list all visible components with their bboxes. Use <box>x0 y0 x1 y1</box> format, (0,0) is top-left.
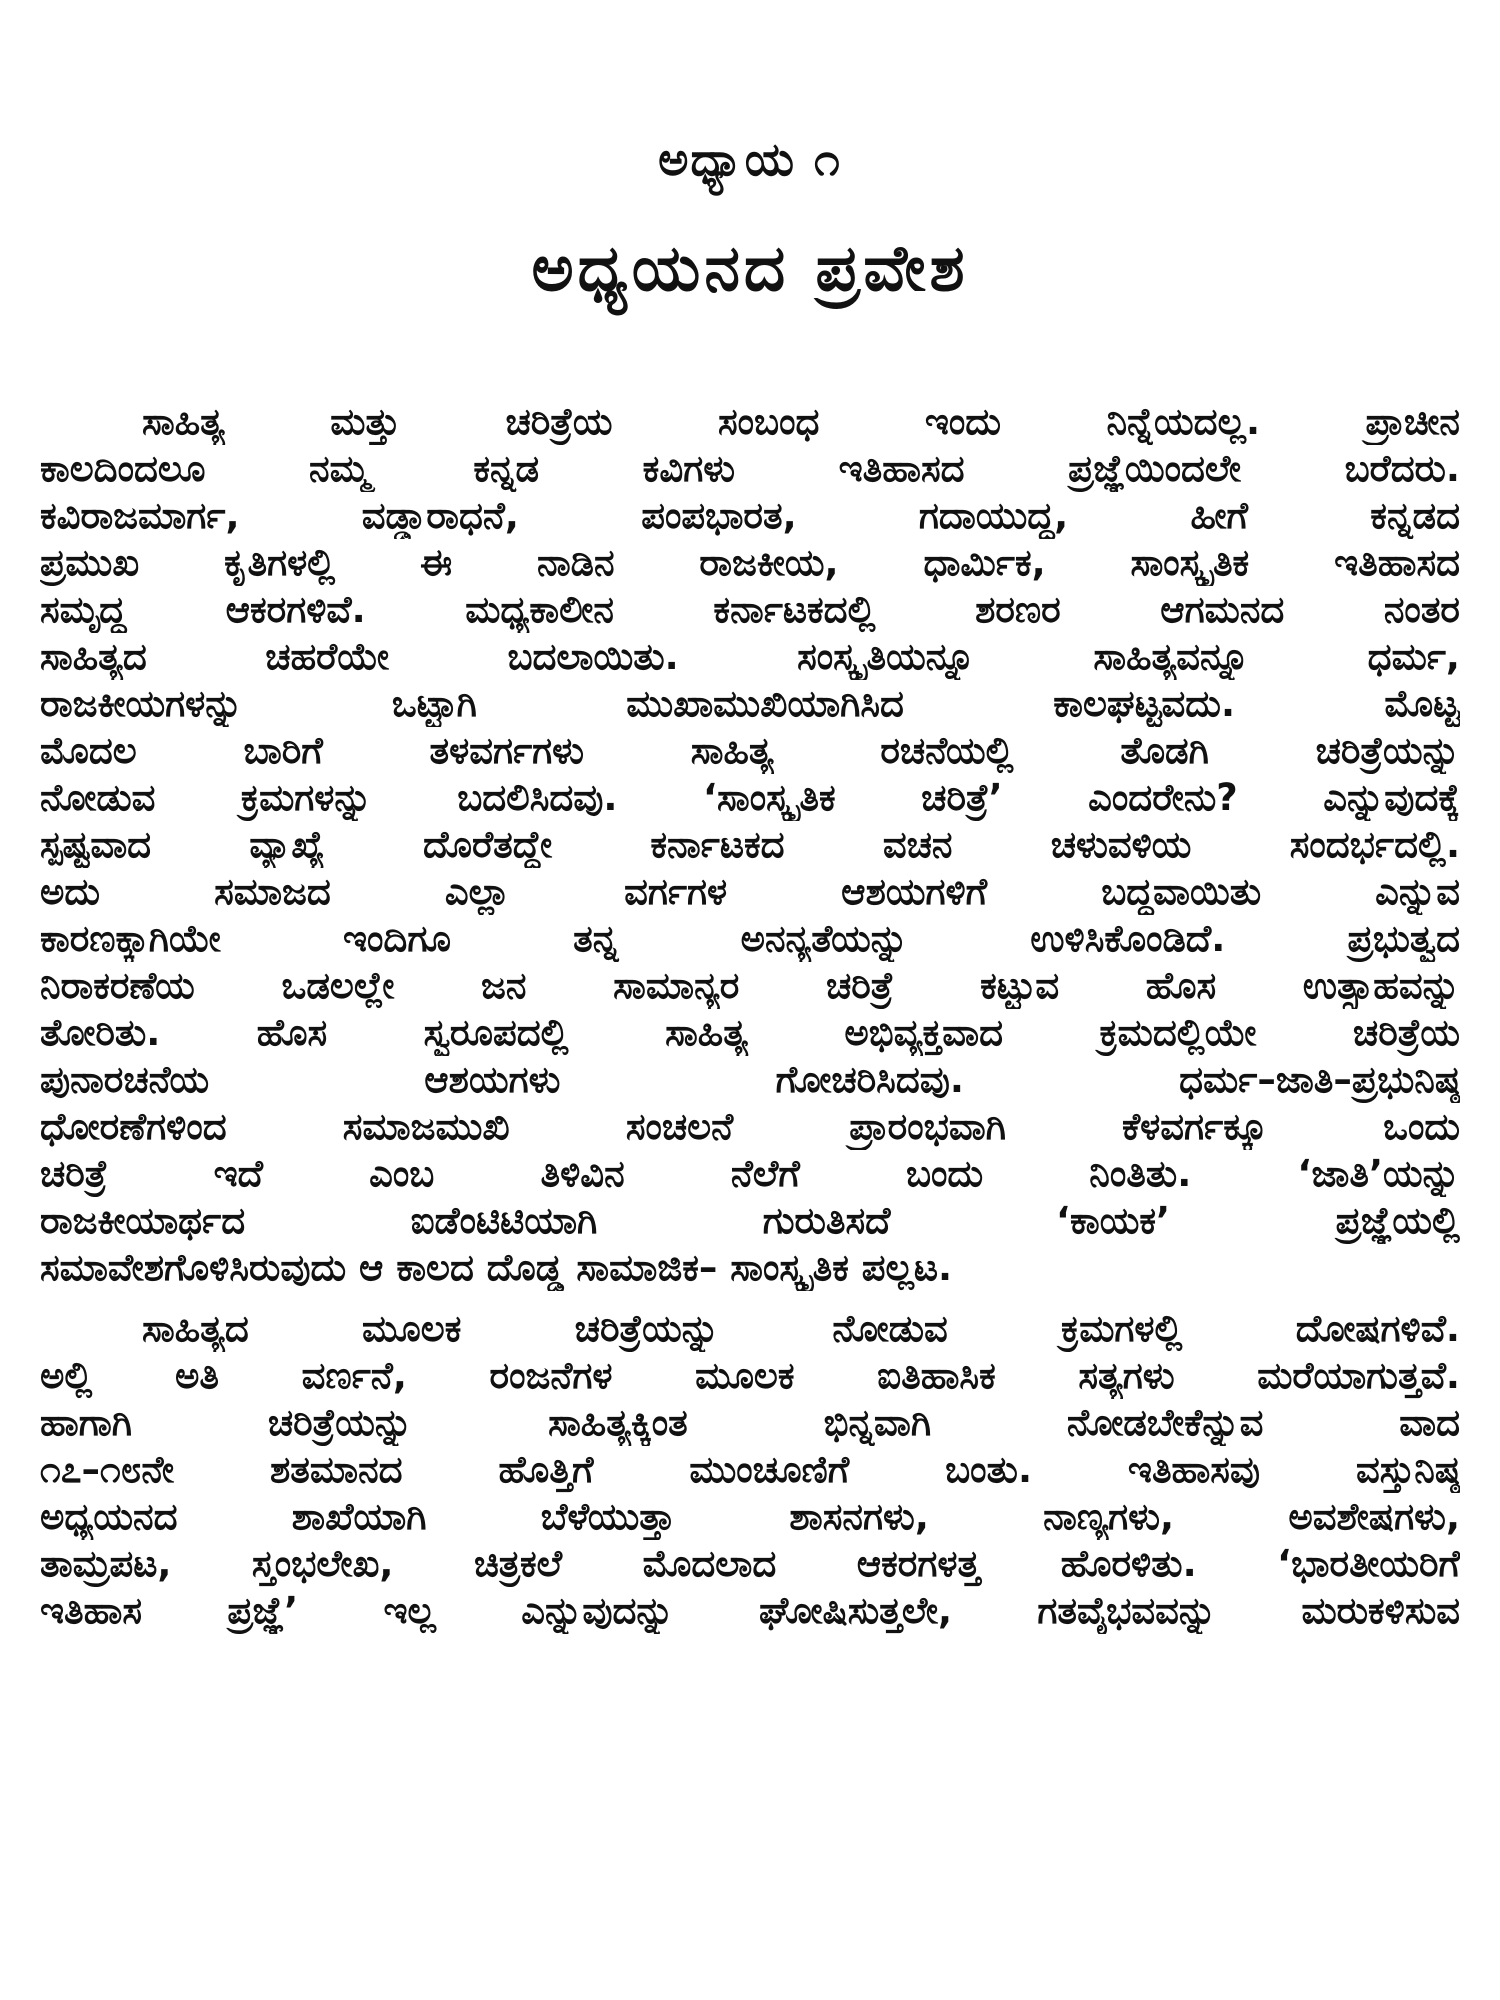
text-line: ಅಲ್ಲಿ ಅತಿ ವರ್ಣನೆ, ರಂಜನೆಗಳ ಮೂಲಕ ಐತಿಹಾಸಿಕ ಸತ್ಯಗಳು ಮರೆಯಾಗುತ್ತವೆ. <box>40 1354 1460 1397</box>
text-line: ತೋರಿತು. ಹೊಸ ಸ್ವರೂಪದಲ್ಲಿ ಸಾಹಿತ್ಯ ಅಭಿವ್ಯಕ್ತವಾದ ಕ್ರಮದಲ್ಲಿಯೇ ಚರಿತ್ರೆಯ <box>40 1011 1460 1054</box>
chapter-label: ಅಧ್ಯಾಯ ೧ <box>658 132 842 186</box>
chapter-title: ಅಧ್ಯಯನದ ಪ್ರವೇಶ <box>531 232 969 306</box>
text-line: ನಿರಾಕರಣೆಯ ಒಡಲಲ್ಲೇ ಜನ ಸಾಮಾನ್ಯರ ಚರಿತ್ರೆ ಕಟ್ಟುವ ಹೊಸ ಉತ್ಸಾಹವನ್ನು <box>40 964 1460 1007</box>
text-line: ಸಾಹಿತ್ಯದ ಚಹರೆಯೇ ಬದಲಾಯಿತು. ಸಂಸ್ಕೃತಿಯನ್ನೂ ಸಾಹಿತ್ಯವನ್ನೂ ಧರ್ಮ, <box>40 635 1460 678</box>
text-line: ಸ್ಪಷ್ಟವಾದ ವ್ಯಾಖ್ಯೆ ದೊರೆತದ್ದೇ ಕರ್ನಾಟಕದ ವಚನ ಚಳುವಳಿಯ ಸಂದರ್ಭದಲ್ಲಿ. <box>40 823 1460 866</box>
text-line: ನೋಡುವ ಕ್ರಮಗಳನ್ನು ಬದಲಿಸಿದವು. ‘ಸಾಂಸ್ಕೃತಿಕ ಚರಿತ್ರೆ’ ಎಂದರೇನು? ಎನ್ನುವುದಕ್ಕೆ <box>40 776 1460 819</box>
paragraph-gap <box>40 1291 1460 1305</box>
text-line: ಸಮೃದ್ಧ ಆಕರಗಳಿವೆ. ಮಧ್ಯಕಾಲೀನ ಕರ್ನಾಟಕದಲ್ಲಿ ಶರಣರ ಆಗಮನದ ನಂತರ <box>40 588 1460 631</box>
text-line: ಹಾಗಾಗಿ ಚರಿತ್ರೆಯನ್ನು ಸಾಹಿತ್ಯಕ್ಕಿಂತ ಭಿನ್ನವಾಗಿ ನೋಡಬೇಕೆನ್ನುವ ವಾದ <box>40 1401 1460 1444</box>
text-line: ಇತಿಹಾಸ ಪ್ರಜ್ಞೆ’ ಇಲ್ಲ ಎನ್ನುವುದನ್ನು ಘೋಷಿಸುತ್ತಲೇ, ಗತವೈಭವವನ್ನು ಮರುಕಳಿಸುವ <box>40 1589 1460 1632</box>
paragraph-2 <box>40 1305 1460 1634</box>
text-line: ಪುನಾರಚನೆಯ ಆಶಯಗಳು ಗೋಚರಿಸಿದವು. ಧರ್ಮ–ಜಾತಿ–ಪ್ರಭುನಿಷ್ಠ <box>40 1058 1460 1101</box>
body-text <box>40 398 1460 1634</box>
text-line: ತಾಮ್ರಪಟ, ಸ್ತಂಭಲೇಖ, ಚಿತ್ರಕಲೆ ಮೊದಲಾದ ಆಕರಗಳತ್ತ ಹೊರಳಿತು. ‘ಭಾರತೀಯರಿಗೆ <box>40 1542 1460 1585</box>
text-line: ಕಾರಣಕ್ಕಾಗಿಯೇ ಇಂದಿಗೂ ತನ್ನ ಅನನ್ಯತೆಯನ್ನು ಉಳಿಸಿಕೊಂಡಿದೆ. ಪ್ರಭುತ್ವದ <box>40 917 1460 960</box>
text-line: ಸಾಹಿತ್ಯದ ಮೂಲಕ ಚರಿತ್ರೆಯನ್ನು ನೋಡುವ ಕ್ರಮಗಳಲ್ಲಿ ದೋಷಗಳಿವೆ. <box>142 1307 1460 1350</box>
text-line: ಚರಿತ್ರೆ ಇದೆ ಎಂಬ ತಿಳಿವಿನ ನೆಲೆಗೆ ಬಂದು ನಿಂತಿತು. ‘ಜಾತಿ’ಯನ್ನು <box>40 1152 1460 1195</box>
paragraph-1 <box>40 398 1460 1291</box>
text-line: ಮೊದಲ ಬಾರಿಗೆ ತಳವರ್ಗಗಳು ಸಾಹಿತ್ಯ ರಚನೆಯಲ್ಲಿ ತೊಡಗಿ ಚರಿತ್ರೆಯನ್ನು <box>40 729 1460 772</box>
text-line: ಕವಿರಾಜಮಾರ್ಗ, ವಡ್ಡಾರಾಧನೆ, ಪಂಪಭಾರತ, ಗದಾಯುದ್ಧ, ಹೀಗೆ ಕನ್ನಡದ <box>40 494 1460 537</box>
text-line: ಧೋರಣೆಗಳಿಂದ ಸಮಾಜಮುಖಿ ಸಂಚಲನೆ ಪ್ರಾರಂಭವಾಗಿ ಕೆಳವರ್ಗಕ್ಕೂ ಒಂದು <box>40 1105 1460 1148</box>
text-line: ಅಧ್ಯಯನದ ಶಾಖೆಯಾಗಿ ಬೆಳೆಯುತ್ತಾ ಶಾಸನಗಳು, ನಾಣ್ಯಗಳು, ಅವಶೇಷಗಳು, <box>40 1495 1460 1538</box>
text-line: ೧೭–೧೮ನೇ ಶತಮಾನದ ಹೊತ್ತಿಗೆ ಮುಂಚೂಣಿಗೆ ಬಂತು. ಇತಿಹಾಸವು ವಸ್ತುನಿಷ್ಠ <box>40 1448 1460 1491</box>
text-line: ಸಾಹಿತ್ಯ ಮತ್ತು ಚರಿತ್ರೆಯ ಸಂಬಂಧ ಇಂದು ನಿನ್ನೆಯದಲ್ಲ. ಪ್ರಾಚೀನ <box>142 400 1460 443</box>
text-line: ರಾಜಕೀಯಗಳನ್ನು ಒಟ್ಟಾಗಿ ಮುಖಾಮುಖಿಯಾಗಿಸಿದ ಕಾಲಘಟ್ಟವದು. ಮೊಟ್ಟ <box>40 682 1460 725</box>
text-line: ರಾಜಕೀಯಾರ್ಥದ ಐಡೆಂಟಿಟಿಯಾಗಿ ಗುರುತಿಸದೆ ‘ಕಾಯಕ’ ಪ್ರಜ್ಞೆಯಲ್ಲಿ <box>40 1199 1460 1242</box>
text-line: ಕಾಲದಿಂದಲೂ ನಮ್ಮ ಕನ್ನಡ ಕವಿಗಳು ಇತಿಹಾಸದ ಪ್ರಜ್ಞೆಯಿಂದಲೇ ಬರೆದರು. <box>40 447 1460 490</box>
text-line: ಪ್ರಮುಖ ಕೃತಿಗಳಲ್ಲಿ ಈ ನಾಡಿನ ರಾಜಕೀಯ, ಧಾರ್ಮಿಕ, ಸಾಂಸ್ಕೃತಿಕ ಇತಿಹಾಸದ <box>40 541 1460 584</box>
text-line: ಅದು ಸಮಾಜದ ಎಲ್ಲಾ ವರ್ಗಗಳ ಆಶಯಗಳಿಗೆ ಬದ್ಧವಾಯಿತು ಎನ್ನುವ <box>40 870 1460 913</box>
text-line: ಸಮಾವೇಶಗೊಳಿಸಿರುವುದು ಆ ಕಾಲದ ದೊಡ್ಡ ಸಾಮಾಜಿಕ– ಸಾಂಸ್ಕೃತಿಕ ಪಲ್ಲಟ. <box>40 1246 953 1289</box>
